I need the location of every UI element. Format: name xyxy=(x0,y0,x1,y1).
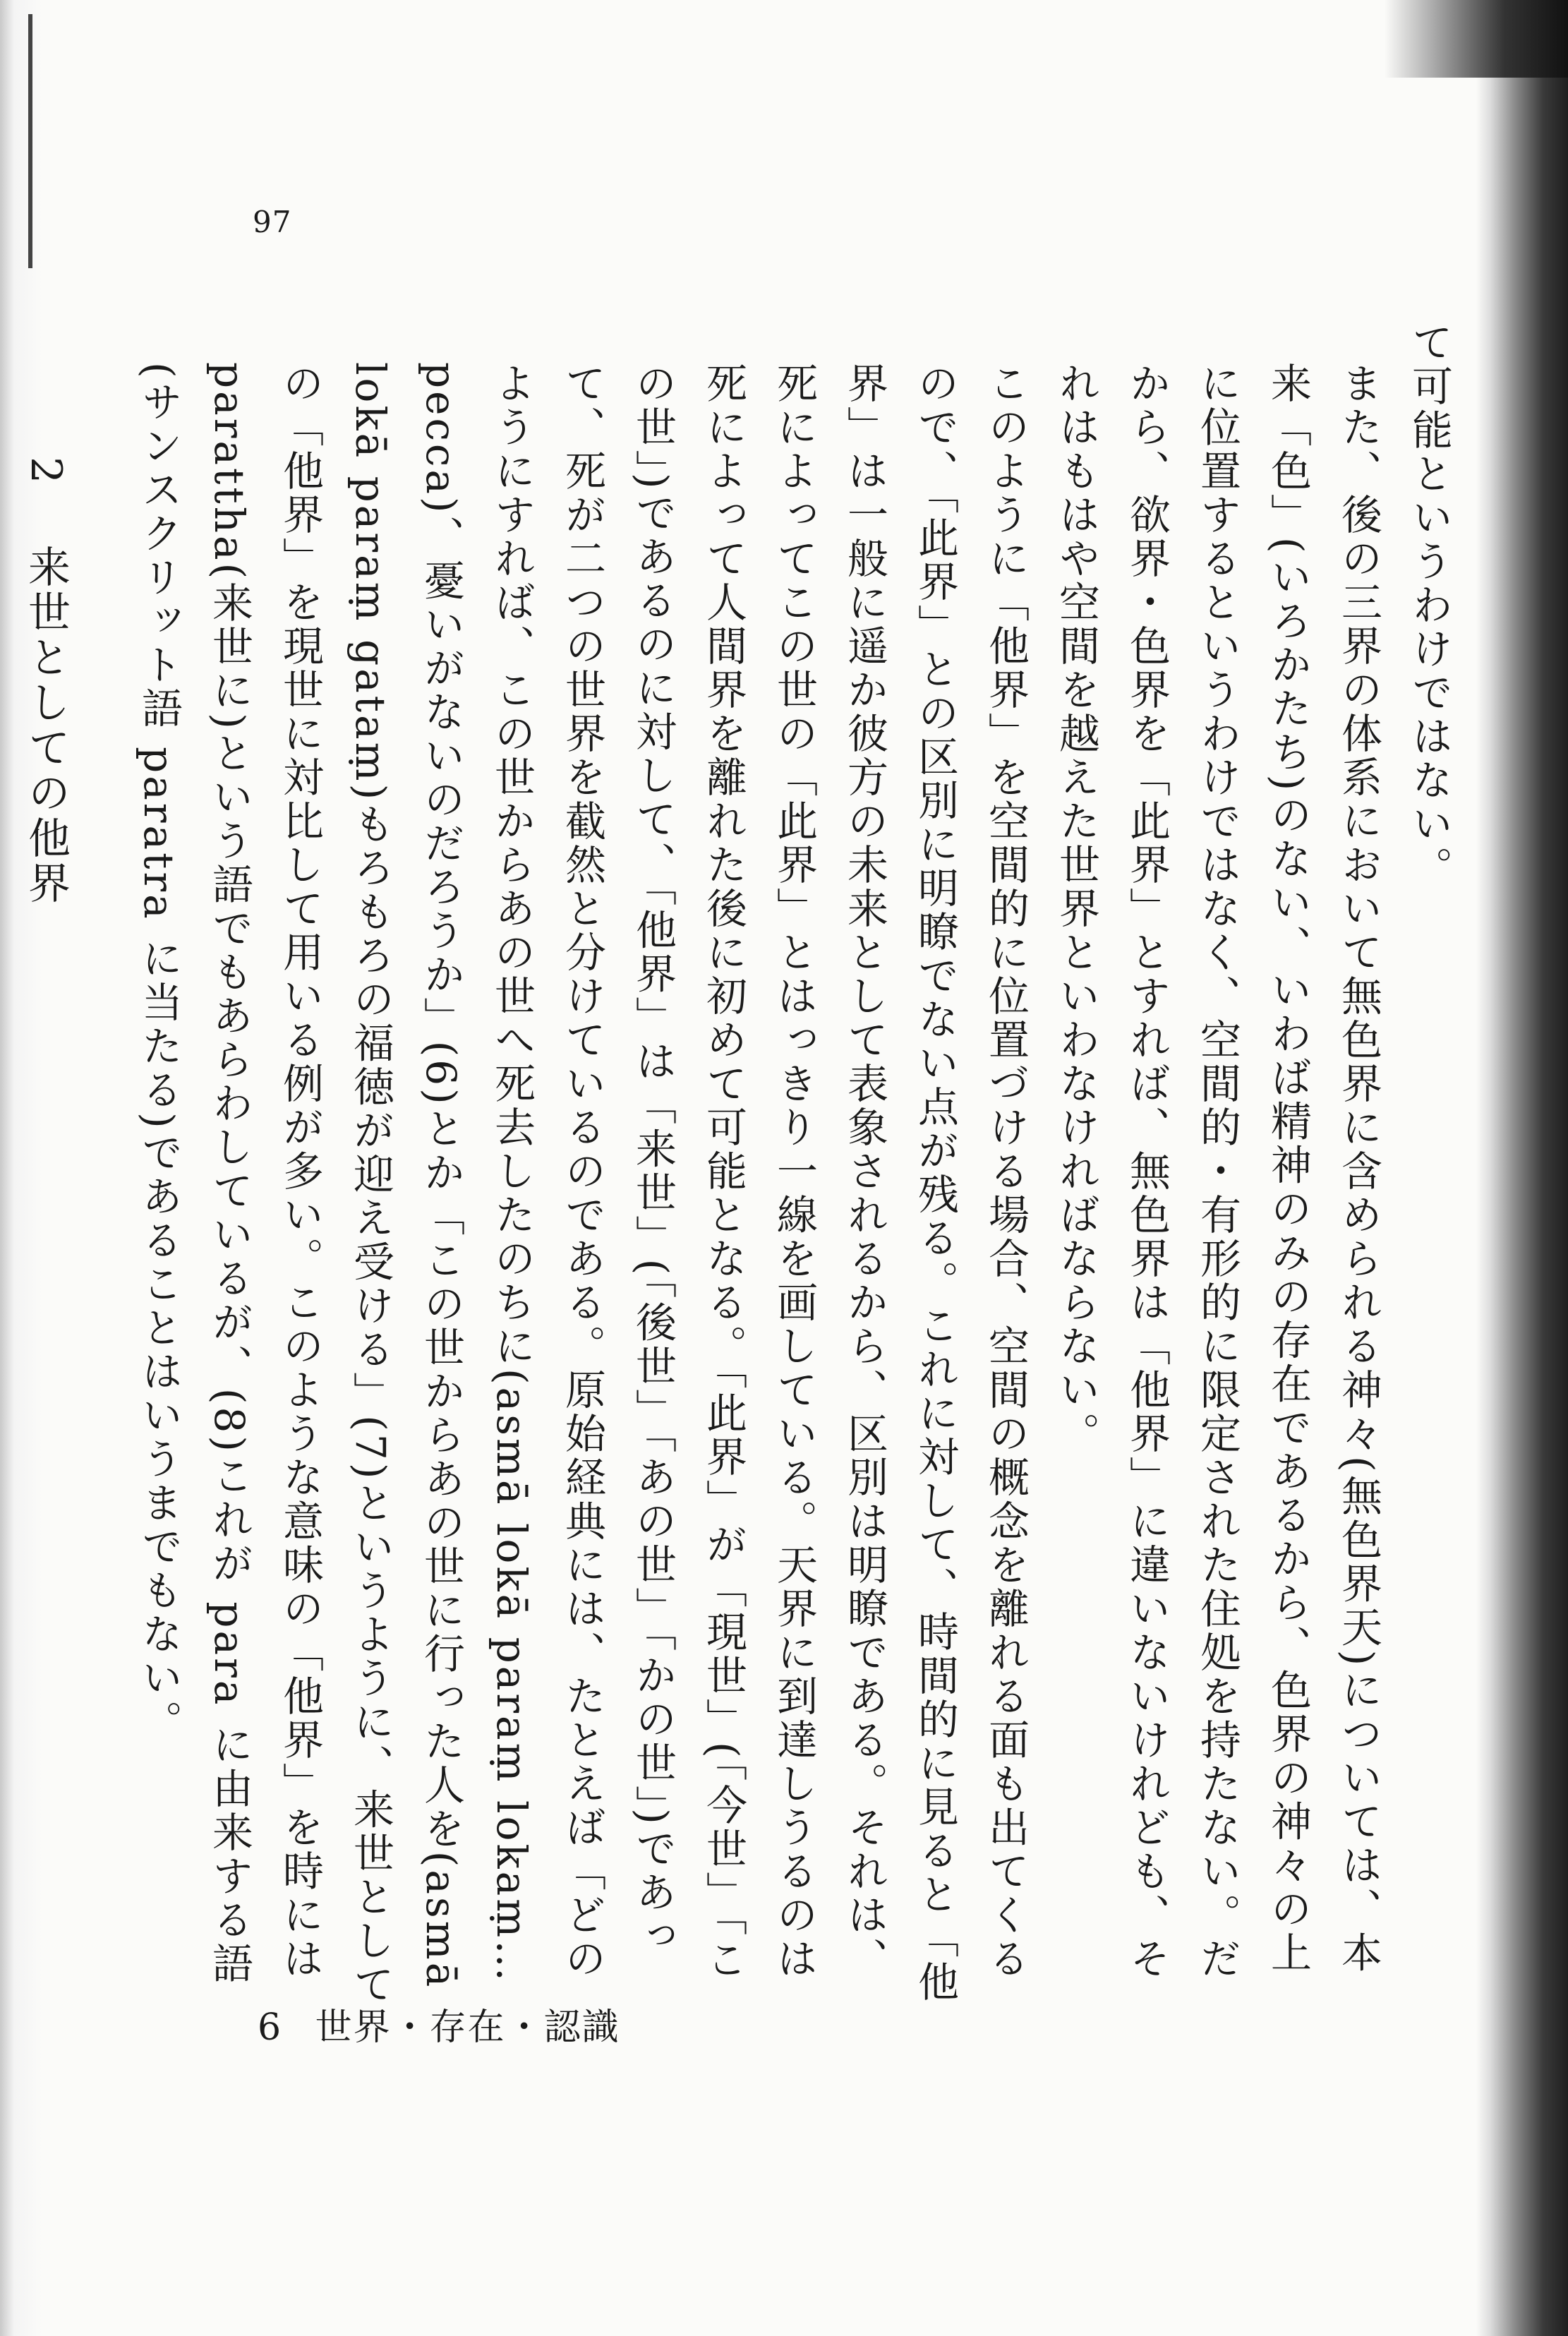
page-number: 97 xyxy=(253,205,292,239)
paragraph-2: また、後の三界の体系において無色界に含められる神々(無色界天)については、本来「色」(いろかたち)のない、いわば精神のみの存在であるから、色界の神々の上に位置するというわけではなく、空間的・有形的に限定された住処を持たない。だから、欲界・色界を「此界」とすれば、無色界は「他界」に違いないけれども、それはもはや空間を越えた世界といわなければならない。 xyxy=(1052,362,1382,1981)
paragraph-1: て可能というわけではない。 xyxy=(1405,321,1453,890)
running-footer xyxy=(258,1997,620,2050)
paragraph-3: このように「他界」を空間的に位置づける場合、空間の概念を離れる面も出てくるので、「此界」との区別に明瞭でない点が残る。これに対して、時間的に見ると「他界」は一般に遥か彼方の未来として表象されるから、区別は明瞭である。それは、死によってこの世の「此界」とはっきり一線を画している。天界に到達しうるのは死によって人間界を離れた後に初めて可能となる。「此界」が「現世」(「今世」「この世」)であるのに対して、「他界」は「来世」(「後世」「あの世」「かの世」)であって、死が二つの世界を截然と分けているのである。原始経典には、たとえば「どのようにすれば、この世からあの世へ死去したのちに(asmā lokā paraṃ lokaṃ…pecca)、憂いがないのだろうか」(6)とか「この世からあの世に行った人を(asmā lokā paraṃ gataṃ)もろもろの福徳が迎え受ける」(7)というように、来世としての「他界」を現世に対比して用いる例が多い。このような意味の「他界」を時には parattha(来世に)という語でもあらわしているが、(8)これが para に由来する語(サンスクリット語 paratra に当たる)であることはいうまでもない。 xyxy=(135,362,1030,2007)
chapter-title: 世界・存在・認識 xyxy=(315,2006,620,2049)
scan-top-right-shadow xyxy=(1385,0,1568,78)
section-number: 2 xyxy=(21,457,71,487)
chapter-number: 6 xyxy=(258,2006,283,2049)
section-title: 来世としての他界 xyxy=(21,545,71,907)
body-text xyxy=(21,321,1464,2015)
scan-left-edge-line xyxy=(28,14,32,268)
section-heading xyxy=(11,321,81,2015)
scan-right-edge xyxy=(1476,0,1568,2336)
